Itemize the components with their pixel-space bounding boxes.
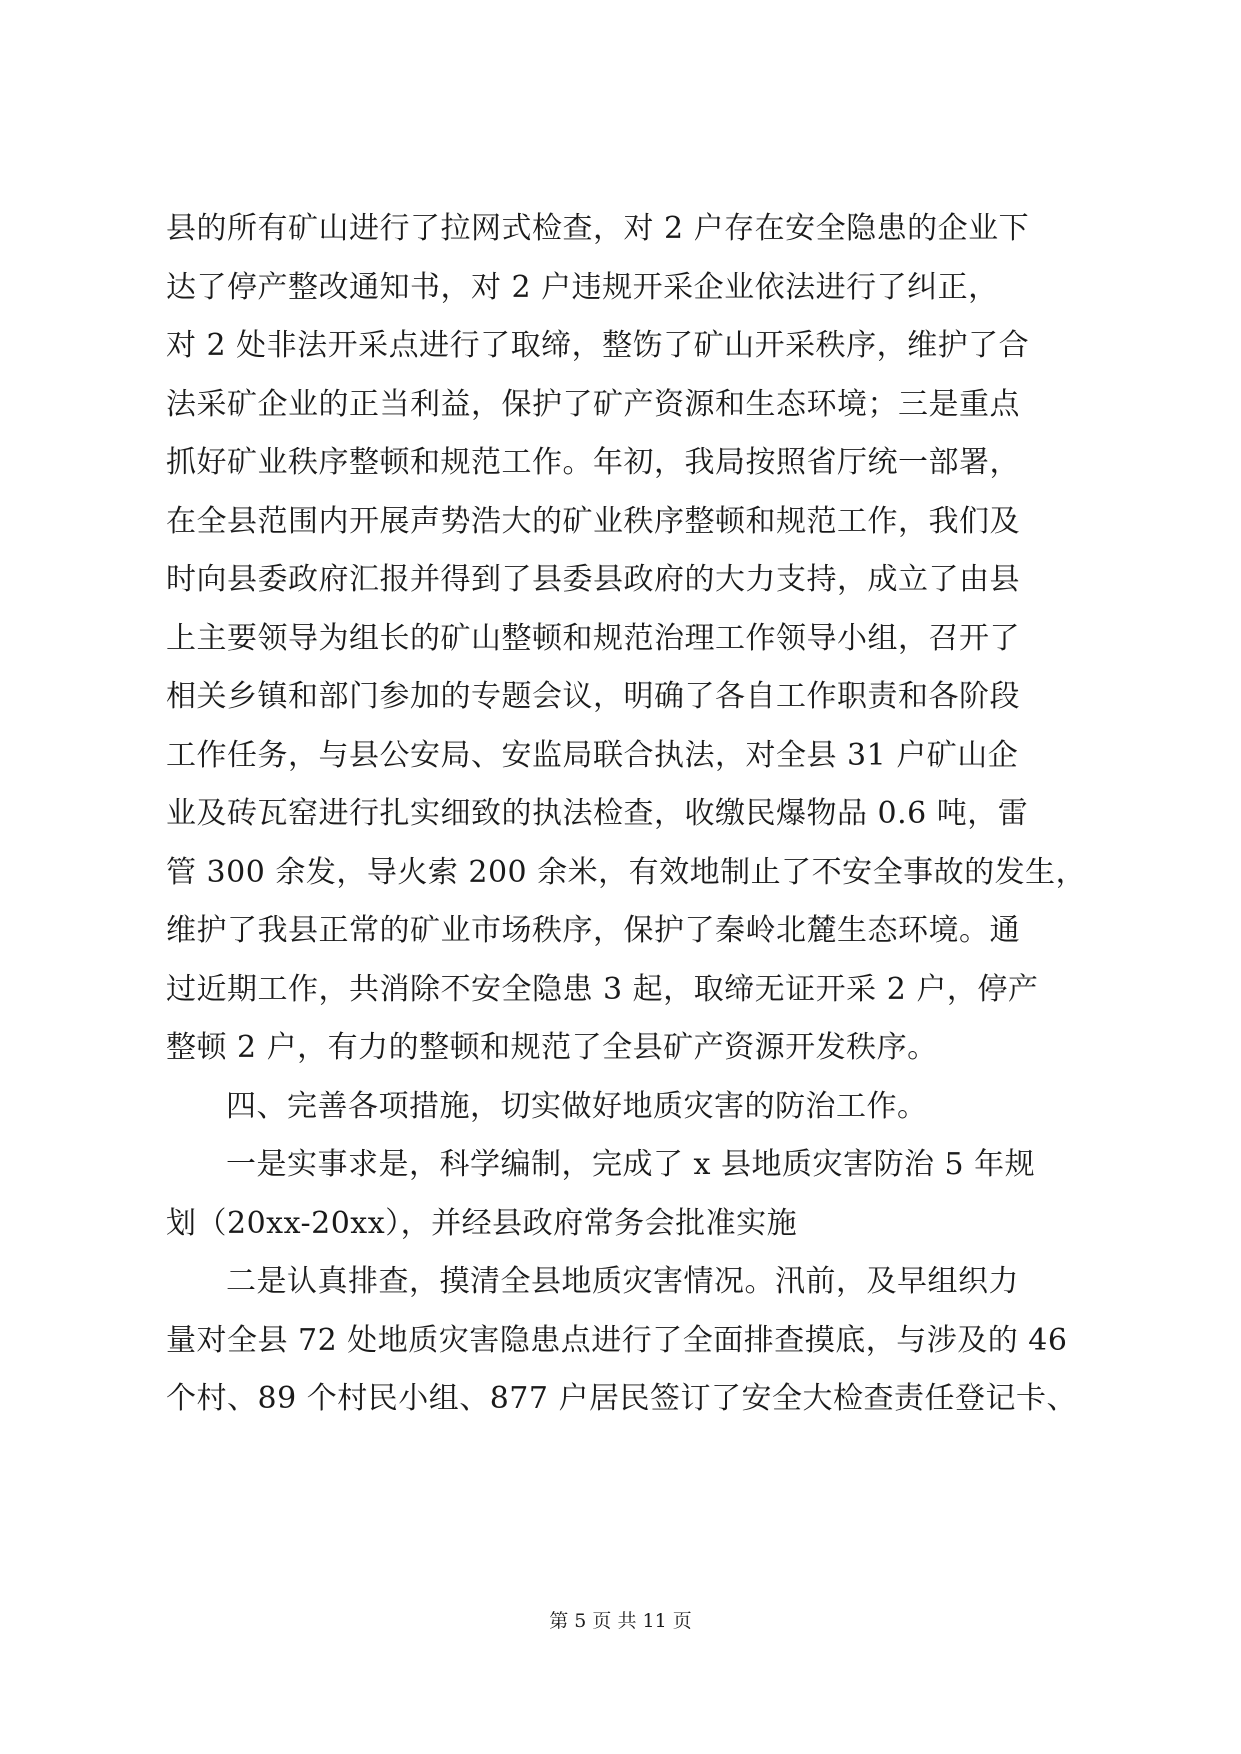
text-line: 维护了我县正常的矿业市场秩序，保护了秦岭北麓生态环境。通 [166, 913, 1020, 948]
text-line: 时向县委政府汇报并得到了县委县政府的大力支持，成立了由县 [166, 562, 1020, 597]
text-line: 量对全县 72 处地质灾害隐患点进行了全面排查摸底，与涉及的 46 [166, 1322, 1068, 1358]
text-line: 在全县范围内开展声势浩大的矿业秩序整顿和规范工作，我们及 [166, 503, 1020, 539]
paragraph-start-line: 一是实事求是，科学编制，完成了 x 县地质灾害防治 5 年规 [226, 1147, 1036, 1182]
document-body [166, 200, 1086, 1429]
text-line: 业及砖瓦窑进行扎实细致的执法检查，收缴民爆物品 0.6 吨，雷 [166, 796, 1029, 831]
text-line: 工作任务，与县公安局、安监局联合执法，对全县 31 户矿山企 [166, 737, 1019, 773]
text-line: 对 2 处非法开采点进行了取缔，整饬了矿山开采秩序，维护了合 [166, 328, 1030, 363]
text-line: 抓好矿业秩序整顿和规范工作。年初，我局按照省厅统一部署， [166, 445, 1020, 480]
text-line: 管 300 余发，导火索 200 余米，有效地制止了不安全事故的发生， [166, 854, 1087, 890]
section-heading: 四、完善各项措施，切实做好地质灾害的防治工作。 [226, 1088, 928, 1124]
text-line: 上主要领导为组长的矿山整顿和规范治理工作领导小组，召开了 [166, 620, 1020, 656]
text-line: 法采矿企业的正当利益，保护了矿产资源和生态环境；三是重点 [166, 386, 1020, 422]
text-line: 县的所有矿山进行了拉网式检查，对 2 户存在安全隐患的企业下 [166, 211, 1030, 246]
text-line: 过近期工作，共消除不安全隐患 3 起，取缔无证开采 2 户，停产 [166, 971, 1039, 1007]
text-line: 相关乡镇和部门参加的专题会议，明确了各自工作职责和各阶段 [166, 679, 1020, 714]
page-number-footer: 第 5 页 共 11 页 [549, 1610, 692, 1632]
text-line: 个村、89 个村民小组、877 户居民签订了安全大检查责任登记卡、 [166, 1381, 1078, 1416]
paragraph-start-line: 二是认真排查，摸清全县地质灾害情况。汛前，及早组织力 [226, 1264, 1019, 1299]
text-line: 划（20xx-20xx），并经县政府常务会批准实施 [166, 1205, 798, 1241]
text-line: 达了停产整改通知书，对 2 户违规开采企业依法进行了纠正， [166, 269, 999, 305]
text-line: 整顿 2 户，有力的整顿和规范了全县矿产资源开发秩序。 [166, 1030, 938, 1065]
